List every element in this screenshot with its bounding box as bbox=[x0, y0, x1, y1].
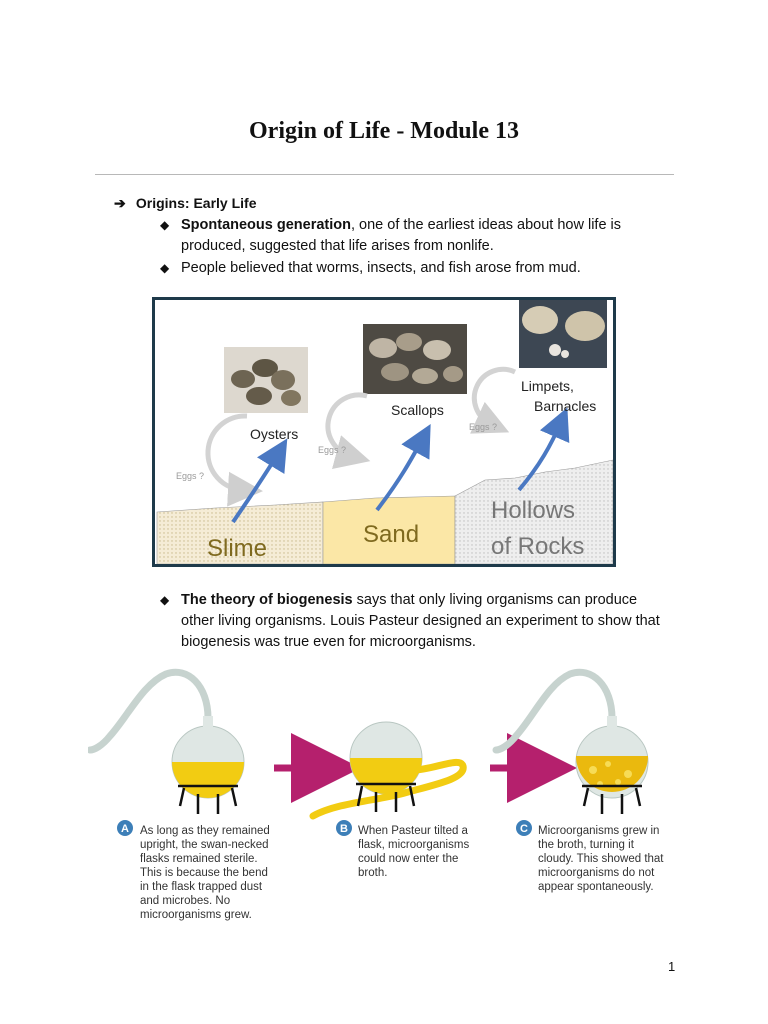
caption-a-line: This is because the bend bbox=[140, 867, 268, 879]
caption-a-line: and microbes. No bbox=[140, 895, 231, 907]
flask-a bbox=[90, 672, 244, 814]
caption-a-line: As long as they remained bbox=[140, 825, 270, 837]
section-heading-text: Origins: Early Life bbox=[135, 195, 257, 211]
cycle-arrow-oysters bbox=[208, 416, 247, 490]
caption-a-line: upright, the swan-necked bbox=[140, 839, 269, 851]
bullet-text: , one of the earliest ideas about how life is produced, suggested that life arises from nonlife. bbox=[181, 217, 622, 254]
slime-label: Slime bbox=[207, 535, 268, 562]
eggs-label-3: Eggs ? bbox=[469, 422, 498, 432]
barnacles-label: Barnacles bbox=[534, 398, 597, 414]
caption-b-line: could now enter the bbox=[358, 853, 459, 865]
caption-b-line: flask, microorganisms bbox=[358, 839, 470, 851]
caption-a-line: flasks remained sterile. bbox=[140, 853, 258, 865]
flask-b bbox=[313, 684, 463, 816]
arrow-bullet-icon: ➔ bbox=[114, 195, 126, 211]
diamond-bullet-icon: ◆ bbox=[160, 593, 170, 607]
oysters-label: Oysters bbox=[250, 426, 299, 442]
page-number: 1 bbox=[668, 959, 676, 974]
eggs-label-1: Eggs ? bbox=[176, 471, 205, 481]
oyster-photo bbox=[224, 347, 308, 413]
caption-b-line: When Pasteur tilted a bbox=[358, 825, 468, 837]
caption-c-line: the broth, turning it bbox=[538, 839, 634, 851]
pasteur-experiment-figure bbox=[88, 666, 688, 936]
scallops-label: Scallops bbox=[391, 402, 444, 418]
sand-label: Sand bbox=[363, 521, 420, 548]
scallop-photo bbox=[363, 324, 467, 394]
bullet-bold-term: Spontaneous generation bbox=[181, 217, 351, 233]
bullet-spontaneous-generation bbox=[160, 215, 650, 257]
bullet-biogenesis bbox=[160, 590, 660, 653]
caption-a-line: in the flask trapped dust bbox=[140, 881, 263, 893]
hollows-label: Hollows bbox=[491, 497, 576, 524]
bullet-bold-term: The theory of biogenesis bbox=[181, 592, 353, 608]
bullet-text: People believed that worms, insects, and fish arose from mud. bbox=[181, 260, 581, 276]
caption-b-line: broth. bbox=[358, 867, 388, 879]
limpet-photo bbox=[519, 300, 607, 368]
caption-c-line: appear spontaneously. bbox=[538, 881, 654, 893]
caption-c-line: Microorganisms grew in bbox=[538, 825, 660, 837]
spontaneous-generation-figure bbox=[152, 297, 616, 567]
limpets-label: Limpets, bbox=[521, 378, 574, 394]
title-divider bbox=[95, 174, 674, 175]
flask-c bbox=[496, 672, 648, 814]
bullet-text: says that only living organisms can produce other living organisms. Louis Pasteur designed an experiment to show that biogenesis was true even for microorganisms. bbox=[181, 592, 660, 650]
caption-a-line: microorganisms grew. bbox=[140, 909, 252, 921]
section-heading bbox=[114, 195, 256, 212]
of-rocks-label: of Rocks bbox=[491, 533, 585, 560]
cycle-arrow-limpets bbox=[474, 369, 515, 424]
badge-a-letter: A bbox=[121, 823, 129, 835]
badge-b-letter: B bbox=[340, 823, 348, 835]
eggs-label-2: Eggs ? bbox=[318, 445, 347, 455]
caption-c-line: cloudy. This showed that bbox=[538, 853, 664, 865]
badge-c-letter: C bbox=[520, 823, 528, 835]
page-title: Origin of Life - Module 13 bbox=[249, 118, 519, 144]
diamond-bullet-icon: ◆ bbox=[160, 218, 170, 232]
diamond-bullet-icon: ◆ bbox=[160, 261, 170, 275]
bullet-mud-belief bbox=[160, 258, 650, 279]
caption-c-line: microorganisms do not bbox=[538, 867, 655, 879]
